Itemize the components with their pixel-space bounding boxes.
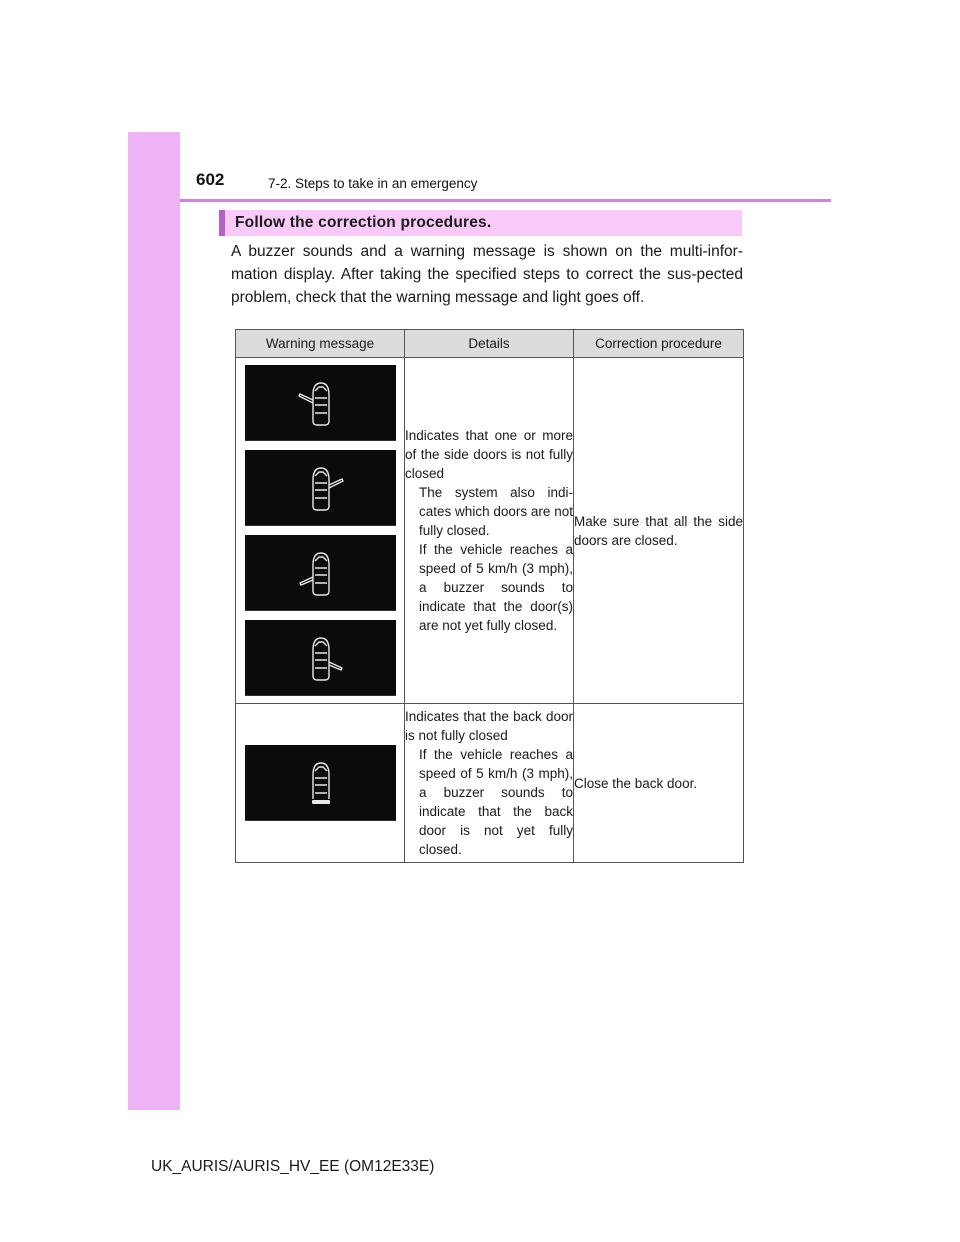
details-main-text: Indicates that one or more of the side doors is not fully closed [405, 428, 573, 481]
heading-bar [219, 210, 742, 236]
car-rear-right-door-open-icon [245, 620, 396, 695]
car-rear-left-door-open-icon [245, 535, 396, 610]
correction-cell [574, 358, 744, 704]
correction-cell [574, 704, 744, 863]
car-front-left-door-open-icon [245, 365, 396, 440]
table-row [236, 358, 744, 704]
column-header-details: Details [405, 330, 574, 358]
heading-text: Follow the correction procedures. [235, 214, 492, 231]
section-title: 7-2. Steps to take in an emergency [268, 176, 478, 191]
display-screen [245, 365, 396, 441]
display-screen [245, 535, 396, 611]
details-cell [405, 704, 574, 863]
details-note: The system also indi-cates which doors are not fully closed. [419, 485, 573, 538]
details-note: If the vehicle reaches a speed of 5 km/h (3 mph), a buzzer sounds to indicate that the door(s) are not yet fully closed. [419, 542, 573, 633]
header-rule [180, 199, 831, 202]
warning-images-cell [236, 358, 405, 704]
table-row [236, 704, 744, 863]
details-main-text: Indicates that the back door is not fully closed [405, 709, 573, 743]
column-header-warning-message: Warning message [236, 330, 405, 358]
car-back-door-open-icon [245, 745, 396, 820]
column-header-correction: Correction procedure [574, 330, 744, 358]
details-cell [405, 358, 574, 704]
display-screen [245, 450, 396, 526]
side-band [128, 132, 180, 1110]
details-note: If the vehicle reaches a speed of 5 km/h (3 mph), a buzzer sounds to indicate that the back door is not yet fully closed. [419, 747, 573, 857]
intro-paragraph: A buzzer sounds and a warning message is shown on the multi-infor-mation display. After taking the specified steps to correct the sus-pected problem, check that the warning message and light goes off. [231, 243, 743, 306]
display-screen [245, 745, 396, 821]
correction-text: Make sure that all the side doors are closed. [574, 513, 743, 548]
page-number: 602 [196, 170, 225, 189]
warning-images-cell [236, 704, 405, 863]
page-footer: UK_AURIS/AURIS_HV_EE (OM12E33E) [151, 1158, 435, 1175]
display-screen [245, 620, 396, 696]
car-front-right-door-open-icon [245, 450, 396, 525]
correction-text: Close the back door. [574, 775, 698, 791]
table-header-row [236, 330, 744, 358]
warning-table [235, 329, 744, 863]
